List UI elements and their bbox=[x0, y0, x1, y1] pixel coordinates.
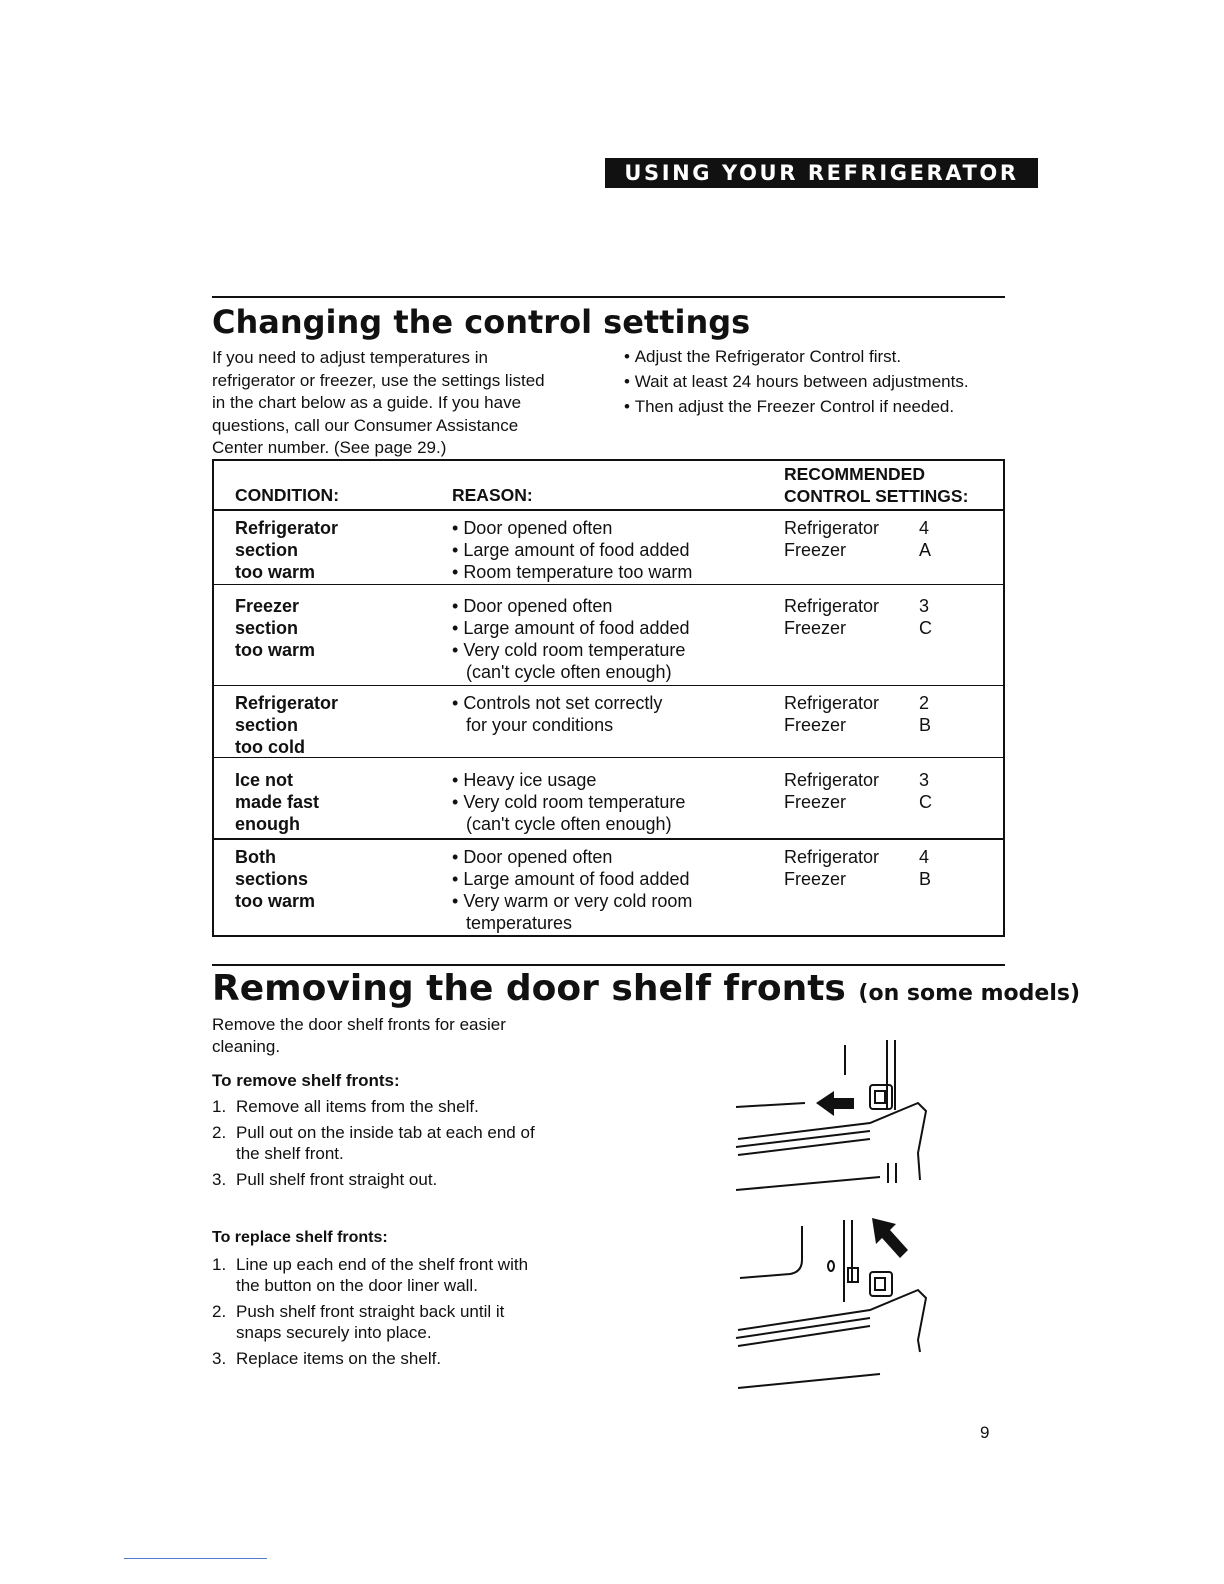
row-reasons bbox=[452, 517, 692, 583]
step-text: snaps securely into place. bbox=[236, 1323, 432, 1342]
section-rule bbox=[212, 296, 1005, 298]
freezer-setting: A bbox=[919, 540, 932, 560]
step-text: Remove all items from the shelf. bbox=[236, 1097, 479, 1116]
condition-line: sections bbox=[235, 869, 309, 889]
header-settings-line: RECOMMENDED bbox=[784, 464, 925, 484]
reason-item: • Large amount of food added bbox=[452, 617, 690, 639]
condition-line: too warm bbox=[235, 562, 316, 582]
shelf-intro-line: cleaning. bbox=[212, 1037, 281, 1056]
reason-continuation: for your conditions bbox=[466, 715, 614, 735]
step-number: 1. bbox=[212, 1255, 227, 1274]
refrigerator-setting: 2 bbox=[919, 693, 930, 713]
freezer-label: Freezer bbox=[784, 618, 847, 638]
row-settings bbox=[784, 846, 931, 890]
list-item bbox=[212, 1301, 592, 1343]
header-settings-line: CONTROL SETTINGS: bbox=[784, 486, 969, 506]
condition-line: enough bbox=[235, 814, 300, 834]
header-condition: CONDITION: bbox=[235, 485, 340, 505]
refrigerator-label: Refrigerator bbox=[784, 596, 880, 616]
row-divider bbox=[214, 757, 1003, 758]
reason-item: • Door opened often bbox=[452, 595, 690, 617]
condition-line: Refrigerator bbox=[235, 693, 339, 713]
freezer-setting: B bbox=[919, 715, 932, 735]
condition-line: Refrigerator bbox=[235, 518, 339, 538]
reason-item: • Large amount of food added bbox=[452, 539, 692, 561]
row-settings bbox=[784, 769, 932, 813]
list-item bbox=[212, 1348, 592, 1369]
freezer-label: Freezer bbox=[784, 792, 847, 812]
footer-line bbox=[124, 1558, 267, 1559]
remove-heading: To remove shelf fronts: bbox=[212, 1071, 400, 1090]
row-reasons bbox=[452, 769, 685, 835]
header-reason: REASON: bbox=[452, 485, 533, 505]
condition-line: too warm bbox=[235, 891, 316, 911]
row-reasons bbox=[452, 692, 662, 736]
control-intro-line: in the chart below as a guide. If you have bbox=[212, 393, 522, 412]
shelf-intro-line: Remove the door shelf fronts for easier bbox=[212, 1015, 506, 1034]
step-text: Pull shelf front straight out. bbox=[236, 1170, 438, 1189]
shelf-fronts-title bbox=[212, 968, 1080, 1009]
reason-item: • Door opened often bbox=[452, 517, 692, 539]
row-condition bbox=[235, 692, 338, 758]
replace-heading: To replace shelf fronts: bbox=[212, 1229, 388, 1246]
step-number: 2. bbox=[212, 1123, 227, 1142]
remove-steps bbox=[212, 1096, 592, 1195]
reason-item: • Large amount of food added bbox=[452, 868, 692, 890]
control-step: • Then adjust the Freezer Control if needed. bbox=[624, 394, 1024, 419]
list-item bbox=[212, 1096, 592, 1117]
reason-item: • Very cold room temperature bbox=[452, 639, 690, 661]
control-steps bbox=[624, 344, 1024, 419]
condition-line: Freezer bbox=[235, 596, 300, 616]
refrigerator-setting: 4 bbox=[919, 847, 930, 867]
refrigerator-label: Refrigerator bbox=[784, 518, 880, 538]
row-settings bbox=[784, 517, 931, 561]
row-reasons bbox=[452, 846, 692, 934]
row-settings bbox=[784, 595, 932, 639]
control-step: • Wait at least 24 hours between adjustments. bbox=[624, 369, 1024, 394]
condition-line: Ice not bbox=[235, 770, 294, 790]
row-condition bbox=[235, 595, 315, 661]
condition-line: section bbox=[235, 618, 299, 638]
refrigerator-label: Refrigerator bbox=[784, 693, 880, 713]
arrow-up-left-icon bbox=[872, 1218, 908, 1258]
condition-line: section bbox=[235, 715, 299, 735]
remove-shelf-illustration bbox=[730, 1035, 940, 1195]
row-settings bbox=[784, 692, 931, 736]
page-number: 9 bbox=[980, 1423, 990, 1442]
condition-line: section bbox=[235, 540, 299, 560]
reason-continuation: temperatures bbox=[466, 913, 573, 933]
step-number: 2. bbox=[212, 1302, 227, 1321]
refrigerator-setting: 3 bbox=[919, 596, 930, 616]
reason-continuation: (can't cycle often enough) bbox=[466, 662, 672, 682]
control-intro-line: If you need to adjust temperatures in bbox=[212, 348, 488, 367]
list-item bbox=[212, 1169, 592, 1190]
step-text: Push shelf front straight back until it bbox=[236, 1302, 505, 1321]
row-divider bbox=[214, 838, 1003, 840]
control-intro-line: Center number. (See page 29.) bbox=[212, 438, 447, 457]
row-divider bbox=[214, 584, 1003, 585]
shelf-intro bbox=[212, 1014, 506, 1058]
freezer-label: Freezer bbox=[784, 540, 847, 560]
row-condition bbox=[235, 846, 315, 912]
row-condition bbox=[235, 769, 319, 835]
condition-line: Both bbox=[235, 847, 276, 867]
replace-shelf-illustration bbox=[730, 1212, 940, 1392]
arrow-left-icon bbox=[816, 1091, 854, 1116]
shelf-fronts-title-text: Removing the door shelf fronts bbox=[212, 968, 846, 1009]
reason-item: • Room temperature too warm bbox=[452, 561, 692, 583]
section-rule bbox=[212, 964, 1005, 966]
list-item bbox=[212, 1122, 592, 1164]
header-settings bbox=[784, 463, 968, 507]
row-condition bbox=[235, 517, 338, 583]
step-number: 3. bbox=[212, 1170, 227, 1189]
control-intro-line: questions, call our Consumer Assistance bbox=[212, 415, 519, 435]
refrigerator-setting: 4 bbox=[919, 518, 930, 538]
freezer-setting: C bbox=[919, 792, 932, 812]
control-settings-table bbox=[212, 459, 1005, 937]
freezer-setting: C bbox=[919, 618, 932, 638]
reason-item: • Controls not set correctly bbox=[452, 692, 662, 714]
step-text: Replace items on the shelf. bbox=[236, 1349, 442, 1368]
control-settings-title: Changing the control settings bbox=[212, 303, 751, 341]
step-text: Line up each end of the shelf front with bbox=[236, 1255, 529, 1274]
freezer-label: Freezer bbox=[784, 869, 847, 889]
reason-item: • Door opened often bbox=[452, 846, 692, 868]
step-number: 3. bbox=[212, 1349, 227, 1368]
condition-line: made fast bbox=[235, 792, 320, 812]
row-reasons bbox=[452, 595, 690, 683]
shelf-fronts-title-suffix: (on some models) bbox=[858, 981, 1081, 1006]
freezer-label: Freezer bbox=[784, 715, 847, 735]
reason-item: • Very cold room temperature bbox=[452, 791, 685, 813]
reason-item: • Heavy ice usage bbox=[452, 769, 685, 791]
control-intro-line: refrigerator or freezer, use the settings listed bbox=[212, 370, 545, 390]
condition-line: too cold bbox=[235, 737, 305, 757]
control-step: • Adjust the Refrigerator Control first. bbox=[624, 344, 1024, 369]
refrigerator-setting: 3 bbox=[919, 770, 930, 790]
refrigerator-label: Refrigerator bbox=[784, 847, 880, 867]
refrigerator-label: Refrigerator bbox=[784, 770, 880, 790]
step-number: 1. bbox=[212, 1097, 227, 1116]
table-divider bbox=[214, 509, 1003, 511]
freezer-setting: B bbox=[919, 869, 932, 889]
row-divider bbox=[214, 685, 1003, 686]
reason-continuation: (can't cycle often enough) bbox=[466, 814, 672, 834]
control-intro bbox=[212, 347, 602, 460]
reason-item: • Very warm or very cold room bbox=[452, 890, 692, 912]
step-text: the shelf front. bbox=[236, 1144, 344, 1163]
list-item bbox=[212, 1254, 592, 1296]
step-text: the button on the door liner wall. bbox=[236, 1276, 478, 1295]
step-text: Pull out on the inside tab at each end of bbox=[236, 1123, 535, 1142]
condition-line: too warm bbox=[235, 640, 316, 660]
replace-steps bbox=[212, 1254, 592, 1374]
section-banner: USING YOUR REFRIGERATOR bbox=[605, 158, 1038, 188]
